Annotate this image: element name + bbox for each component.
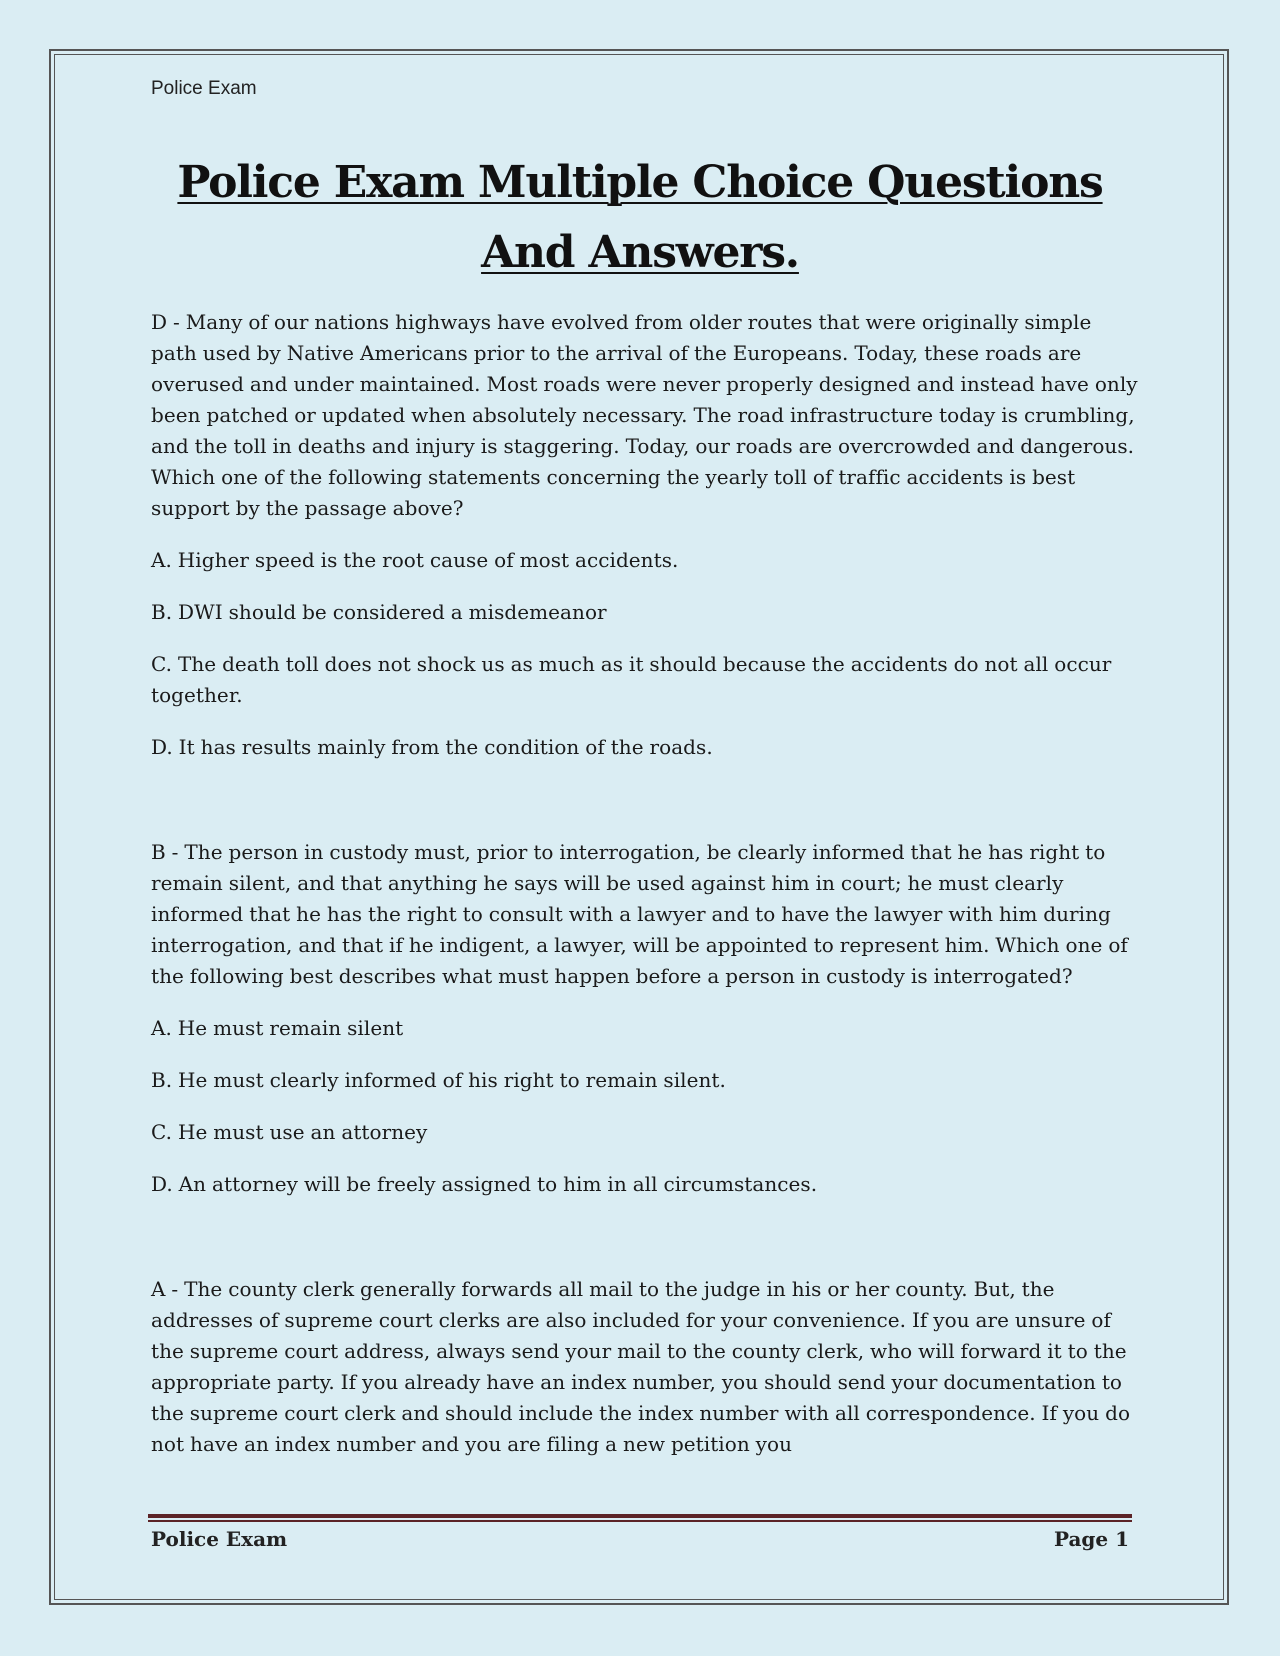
page-header: Police Exam bbox=[151, 78, 257, 99]
question-1-prompt: D - Many of our nations highways have evolved from older routes that were originally simple path used by Native Americans prior to the arrival of the Europeans. Today, these roads are overused and under maintained. Most roads were never properly designed and instead have only been patched or updated when absolutely necessary. The road infrastructure today is crumbling, and the toll in deaths and injury is staggering. Today, our roads are overcrowded and dangerous. Which one of the following statements concerning the yearly toll of traffic accidents is best support by the passage above? bbox=[151, 310, 1138, 520]
question-1-option-a: A. Higher speed is the root cause of most accidents. bbox=[151, 548, 679, 572]
spacer bbox=[151, 1221, 1141, 1274]
question-1-option-d: D. It has results mainly from the condition of the roads. bbox=[151, 735, 713, 759]
spacer bbox=[151, 784, 1141, 837]
footer-divider-thick bbox=[148, 1514, 1132, 1518]
question-2-option-d: D. An attorney will be freely assigned to him in all circumstances. bbox=[151, 1172, 818, 1196]
question-2-option-a: A. He must remain silent bbox=[151, 1016, 404, 1040]
question-2-option-c: C. He must use an attorney bbox=[151, 1120, 428, 1144]
footer-divider-thin bbox=[148, 1520, 1132, 1522]
question-2-option-b: B. He must clearly informed of his right to remain silent. bbox=[151, 1068, 726, 1092]
question-3-prompt: A - The county clerk generally forwards all mail to the judge in his or her county. But, the addresses of supreme court clerks are also included for your convenience. If you are unsure of the supreme court address, always send your mail to the county clerk, who will forward it to the appropriate party. If you already have an index number, you should send your documentation to the supreme court clerk and should include the index number with all correspondence. If you do not have an index number and you are filing a new petition you bbox=[151, 1277, 1131, 1456]
document-body bbox=[151, 307, 1141, 1481]
footer-title: Police Exam bbox=[151, 1527, 288, 1551]
page-title: Police Exam Multiple Choice Questions And Answers. bbox=[177, 157, 1103, 278]
question-2-prompt: B - The person in custody must, prior to interrogation, be clearly informed that he has right to remain silent, and that anything he says will be used against him in court; he must clearly informed that he has the right to consult with a lawyer and to have the lawyer with him during interrogation, and that if he indigent, a lawyer, will be appointed to represent him. Which one of the following best describes what must happen before a person in custody is interrogated? bbox=[151, 840, 1128, 988]
question-1-option-b: B. DWI should be considered a misdemeanor bbox=[151, 600, 607, 624]
page-number: Page 1 bbox=[1053, 1527, 1129, 1551]
question-1-option-c: C. The death toll does not shock us as much as it should because the accidents do not all occur together. bbox=[151, 652, 1112, 707]
